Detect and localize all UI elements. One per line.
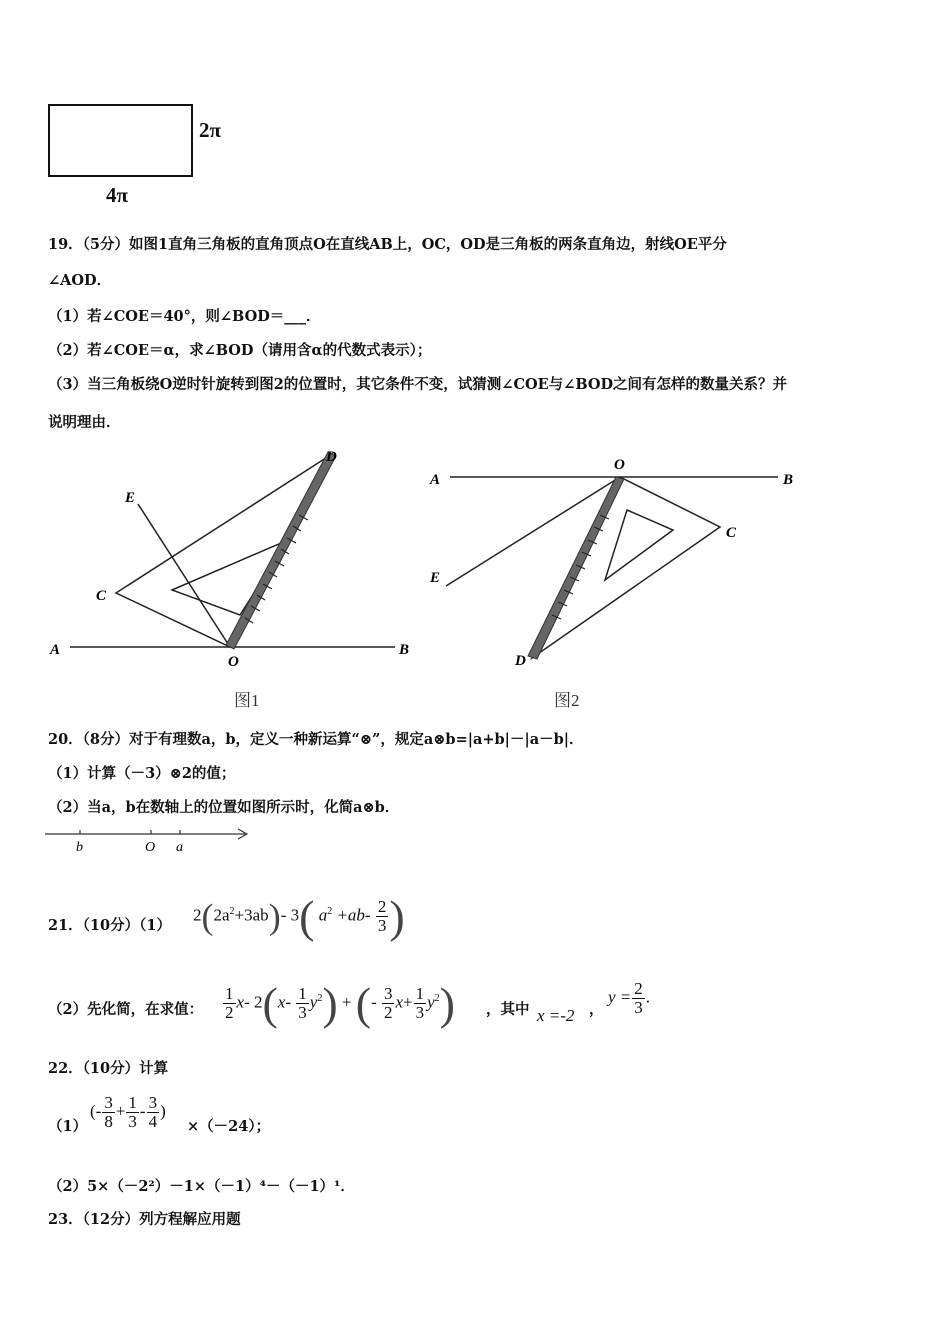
q21-expr1: $2(2a^2+3ab)-$ 3( $a^2 +ab-$ $\frac{2}{3}$ ): [193, 891, 405, 942]
fig1-label-A: A: [50, 642, 61, 658]
triangle-inner: [605, 510, 673, 580]
q21-y-value: y = $\frac{2}{3}$ .: [608, 979, 651, 1017]
q19-part3: （3）当三角板绕O逆时针旋转到图2的位置时，其它条件不变，试猜测∠COE与∠BOD之间有怎样的数量关系？并: [48, 376, 788, 393]
numberline-label-b: b: [76, 840, 83, 855]
rectangle-figure: [48, 104, 193, 177]
q21-expr2: $\frac{1}{2}$ x- 2(x- $\frac{1}{3}$ $y^2$) + (- $\frac{3}{2}$ x+ $\frac{1}{3}$ $y^2$): [225, 978, 455, 1029]
q21-part2-label: （2）先化简，在求值：: [48, 1001, 204, 1018]
q22-part1-tail: ×（－24）；: [187, 1118, 271, 1135]
q20-part2: （2）当a，b在数轴上的位置如图所示时，化简a⊗b．: [48, 799, 400, 816]
triangle-outer: [532, 477, 720, 658]
figure-1-triangle-board: [40, 440, 430, 720]
q23-stem: 23．（12分）列方程解应用题: [48, 1211, 241, 1228]
q22-part2: （2）5×（－2²）－1×（－1）⁴－（－1）¹．: [48, 1178, 355, 1195]
fig2-caption: 图2: [554, 691, 580, 710]
fig2-label-C: C: [726, 525, 737, 541]
fig1-caption: 图1: [234, 691, 260, 710]
q19-part1: （1）若∠COE＝40°，则∠BOD＝___．: [48, 308, 321, 325]
q20-stem: 20．（8分）对于有理数a，b，定义一种新运算“⊗”，规定a⊗b=|a+b|－|a－b|．: [48, 731, 584, 748]
rect-bottom-label: 4π: [106, 183, 129, 207]
q19-stem: 19．（5分）如图1直角三角板的直角顶点O在直线AB上，OC，OD是三角板的两条直角边，射线OE平分: [48, 236, 727, 253]
q21-where: ，其中: [486, 1001, 530, 1018]
rect-side-label: 2π: [199, 118, 222, 142]
ruler-ticks: [552, 515, 609, 619]
fig2-label-O: O: [614, 457, 625, 473]
fig2-label-D: D: [515, 653, 526, 669]
q21-comma: ，: [589, 1001, 604, 1018]
q22-expr: (- $\frac{3}{8}$ + $\frac{1}{3}$ - $\frac{3}{4}$ ): [90, 1093, 166, 1131]
numberline-label-a: a: [176, 840, 183, 855]
triangle-outer: [116, 454, 332, 647]
fig1-label-O: O: [228, 654, 239, 670]
q22-stem: 22．（10分）计算: [48, 1060, 169, 1077]
figure-2-triangle-board: [420, 440, 820, 720]
fig2-label-E: E: [430, 570, 441, 586]
number-line: [40, 822, 260, 858]
numberline-label-O: O: [145, 840, 156, 855]
q21-x-value: x =-2: [537, 1006, 575, 1025]
q19-stem-cont: ∠AOD．: [48, 272, 112, 289]
fig1-label-D: D: [326, 449, 337, 465]
fig2-label-A: A: [430, 472, 441, 488]
q19-part3-cont: 说明理由．: [48, 414, 121, 431]
fig2-label-B: B: [783, 472, 794, 488]
q22-part1-label: （1）: [48, 1118, 88, 1135]
ruler-edge: [226, 452, 336, 649]
fig1-label-E: E: [125, 490, 136, 506]
fig1-label-C: C: [96, 588, 107, 604]
q20-part1: （1）计算（－3）⊗2的值；: [48, 765, 236, 782]
q19-part2: （2）若∠COE＝α，求∠BOD（请用含α的代数式表示）；: [48, 342, 432, 359]
fig1-label-B: B: [399, 642, 410, 658]
q21-head: 21．（10分）（1）: [48, 917, 171, 934]
